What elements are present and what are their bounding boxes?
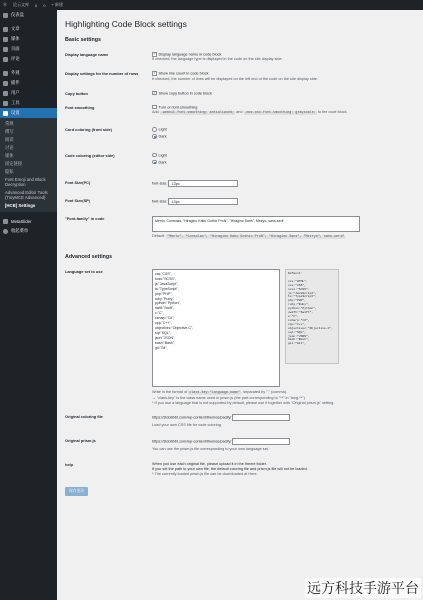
page-icon — [3, 47, 8, 52]
langset-default-box: Default: css:"HTML", css:"CSS", scss:"SCSS", js:"JavaScript", ts:"TypeScript", php:"PHP", ruby:"Ruby", python:"Python", swift:"Swift", c:"C", csharp:"C#", cpp:"C++", objectivec:"Objective-C", sql:"SQL", json:"JSON", bash:"Bash", git:"Git", — [285, 269, 339, 364]
collapse-icon — [3, 229, 8, 234]
orig-prism-desc: You can use the prism.js file corresponding to your own language set. — [152, 447, 269, 451]
media-icon — [3, 37, 8, 42]
copy-label: Copy button — [65, 90, 88, 96]
font-family-label: "Font-family" in code — [65, 216, 105, 221]
langset-desc3: * If you use a language that is not supported by default, please use it together with "Original prism.js" setting. — [152, 401, 335, 405]
line-num-label: Display settings for the number of rows — [65, 71, 139, 77]
front-dark-text: Dark — [158, 134, 167, 139]
orig-prism-input[interactable] — [232, 438, 290, 445]
line-num-check-text: Show line count in code block — [158, 71, 209, 76]
submenu-item-general[interactable]: 常规 — [5, 120, 14, 126]
site-name-link[interactable]: 论云文库 — [13, 2, 29, 7]
smoothing-check-text: Turn on font smoothing — [158, 105, 198, 109]
submenu-item-permalinks[interactable]: 固定链接 — [5, 160, 23, 166]
settings-main — [57, 10, 423, 600]
sidebar-item-label: 用户 — [11, 90, 20, 95]
langset-desc1b: , separated by "," (comma). — [241, 390, 288, 394]
front-coloring-label: Cord coloring (front side) — [65, 127, 112, 132]
copy-check-text: Show copy button in code block — [158, 90, 212, 95]
lang-name-checkbox[interactable] — [152, 52, 157, 57]
sidebar-collapse-menu[interactable] — [0, 226, 57, 236]
sidebar-item-label: 收起菜单 — [11, 228, 29, 233]
submenu-item-writing[interactable]: 撰写 — [5, 128, 14, 134]
appearance-icon — [3, 71, 8, 76]
help-line-1: When you use each original file, please upload it in the theme folder. — [152, 462, 267, 466]
sidebar-item-label: 媒体 — [11, 36, 20, 41]
submenu-item-media[interactable]: 媒体 — [5, 152, 14, 158]
submenu-item-discussion[interactable]: 讨论 — [5, 144, 14, 150]
sidebar-item-settings[interactable] — [0, 108, 57, 118]
langset-desc1-code: class-key:"language-name" — [189, 391, 241, 395]
front-dark-radio[interactable] — [152, 134, 157, 139]
editor-coloring-label: Code coloring (editor side) — [65, 152, 115, 158]
sidebar-item-metaslider[interactable] — [0, 216, 57, 226]
font-family-default-label: Default: — [152, 234, 166, 238]
smoothing-add: Add — [152, 110, 159, 114]
editor-dark-radio[interactable] — [152, 160, 157, 165]
orig-color-input[interactable] — [232, 414, 290, 421]
editor-light-text: Light — [158, 152, 167, 157]
new-content-link[interactable]: + 新建 — [51, 2, 63, 7]
font-size-pc-input[interactable]: 13px — [168, 180, 238, 187]
wordpress-logo-icon[interactable]: Ⓦ — [3, 2, 7, 7]
watermark: 远方科技手游平台 — [305, 578, 421, 598]
sidebar-item-pages[interactable] — [0, 44, 57, 54]
font-size-sp-input[interactable]: 13px — [168, 198, 238, 205]
lang-name-check-text: Display language name in code block — [158, 52, 222, 57]
front-light-text: Light — [158, 127, 167, 132]
orig-color-desc: Load your own CSS file for code coloring. — [152, 423, 222, 427]
sidebar-item-appearance[interactable] — [0, 68, 57, 78]
sidebar-item-label: 评论 — [11, 56, 20, 61]
sidebar-item-label: 仪表盘 — [11, 12, 24, 17]
comments-count[interactable]: 0 — [35, 2, 38, 8]
sidebar-item-dashboard[interactable] — [0, 10, 57, 20]
admin-sidebar — [0, 10, 57, 600]
sidebar-item-label: MetaSlider — [11, 218, 32, 224]
advanced-settings-heading: Advanced settings — [65, 254, 113, 260]
copy-checkbox[interactable] — [152, 91, 157, 96]
help-label: help — [65, 462, 73, 467]
font-family-default-value: "Menlo", "Consolas", "Hiragino Kaku Gothic ProN", "Hiragino Sans", "Meiryo", sans-serif — [167, 235, 345, 239]
smoothing-tail: to the code block. — [317, 110, 348, 114]
comment-icon — [3, 57, 8, 62]
help-line-3: * The currently loaded prism.js file can be downloaded at Here. — [152, 472, 258, 476]
sidebar-item-label: 文章 — [11, 26, 20, 31]
admin-bar — [0, 0, 423, 10]
dashboard-icon — [3, 13, 8, 18]
sidebar-item-users[interactable] — [0, 88, 57, 98]
plugin-icon — [3, 81, 8, 86]
smoothing-code-webkit: -webkit-font-smoothing: antialiased; — [160, 111, 235, 115]
updates-count[interactable]: 0 — [43, 2, 46, 8]
line-num-checkbox[interactable] — [152, 71, 157, 76]
sidebar-item-label: 设置 — [11, 110, 20, 115]
langset-desc1a: Write in the format of — [152, 390, 188, 394]
editor-dark-text: Dark — [158, 160, 167, 164]
smoothing-code-moz: -moz-osx-font-smoothing: grayscale; — [244, 111, 316, 115]
page-title: Highlighting Code Block settings — [65, 19, 187, 29]
editor-light-radio[interactable] — [152, 153, 157, 158]
front-light-radio[interactable] — [152, 127, 157, 132]
smoothing-and: and — [236, 110, 243, 114]
sidebar-item-posts[interactable] — [0, 24, 57, 34]
orig-color-prefix: https://stdobbbt.com/wp-content/themes/pacify/ — [152, 415, 232, 420]
submenu-item-hcb-settings[interactable]: [HCB] Settings — [5, 202, 36, 208]
font-size-pc-prefix: font-size: — [152, 181, 168, 186]
save-button[interactable]: 保存更改 — [65, 487, 88, 496]
sidebar-item-label: 页面 — [11, 46, 20, 51]
font-size-pc-label: Font Size(PC) — [65, 180, 91, 185]
lang-name-desc: If checked, the language type is displayed in the code on the site display side. — [152, 57, 283, 62]
sidebar-item-media[interactable] — [0, 34, 57, 44]
langset-label: Language set to use — [65, 269, 103, 274]
basic-settings-heading: Basic settings — [65, 37, 101, 43]
tool-icon — [3, 101, 8, 106]
help-line-2: If you set the path to your own file, the default coloring file and prism.js file will not be loaded. — [152, 467, 308, 471]
sidebar-item-comments[interactable] — [0, 54, 57, 64]
smoothing-checkbox[interactable] — [152, 105, 157, 110]
settings-submenu — [0, 118, 57, 212]
sidebar-item-label: 插件 — [11, 80, 20, 85]
font-size-sp-label: Font Size(SP) — [65, 198, 91, 203]
smoothing-label: Font smoothing — [65, 104, 95, 110]
sidebar-item-label: 外观 — [11, 70, 20, 75]
orig-color-label: Original coloring file — [65, 414, 103, 419]
settings-icon — [3, 111, 8, 116]
pin-icon — [3, 27, 8, 32]
sidebar-item-tools[interactable] — [0, 98, 57, 108]
sidebar-item-label: 工具 — [11, 100, 20, 105]
slider-icon — [3, 219, 8, 224]
orig-prism-label: Original prism.js — [65, 438, 96, 443]
langset-desc2: → "class-key" is the class name used in prism.js (the part corresponding to "**" in "lang-**") — [152, 396, 305, 400]
submenu-item-font-emoji[interactable]: Font Emoji and Block Decryption — [5, 176, 46, 187]
orig-prism-prefix: https://stdobbbt.com/wp-content/themes/pacify/ — [152, 439, 232, 444]
line-num-desc: If checked, the number of lines will be displayed on the left end of the code on the site display side. — [152, 76, 318, 81]
submenu-item-tinymce[interactable]: Advanced Editor Tools (TinyMCE Advanced) — [5, 189, 48, 200]
user-icon — [3, 91, 8, 96]
submenu-item-privacy[interactable]: 隐私 — [5, 168, 14, 174]
font-family-textarea[interactable]: Menlo, Consolas, "Hiragino Kaku Gothic ProN", "Hiragino Sans", Meiryo, sans-serif — [152, 216, 360, 232]
font-size-sp-prefix: font-size: — [152, 199, 168, 204]
lang-name-label: Display language name — [65, 52, 109, 57]
langset-textarea[interactable]: css:"CSS", scss:"SCSS", js:"JavaScript", ts:"TypeScript", php:"PHP", ruby:"Ruby", python:"Python", swift:"Swift", c:"C", csharp:"C#", cpp:"C++", objectivec:"Objective-C", sql:"SQL", json:"JSON", bash:"Bash", git:"Git", — [152, 269, 280, 387]
submenu-item-reading[interactable]: 阅读 — [5, 136, 14, 142]
sidebar-item-plugins[interactable] — [0, 78, 57, 88]
